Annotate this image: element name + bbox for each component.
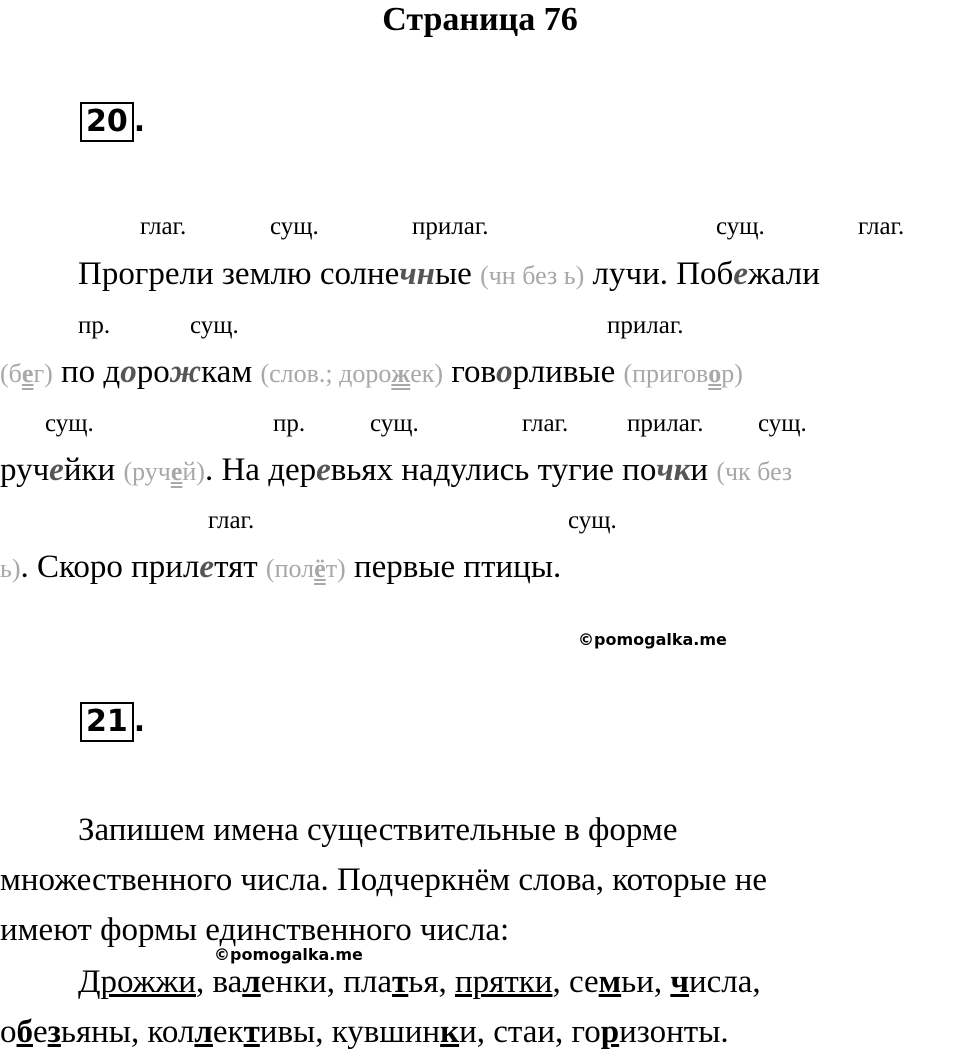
watermark: ©pomogalka.me: [214, 945, 363, 964]
pos-label: сущ.: [370, 410, 419, 437]
pos-label: сущ.: [270, 213, 319, 240]
pos-label: сущ.: [568, 507, 617, 534]
watermark: ©pomogalka.me: [578, 630, 727, 649]
pos-label: прилаг.: [412, 213, 489, 240]
page-title: Страница 76: [382, 1, 578, 38]
pos-label: глаг.: [208, 507, 255, 534]
pos-label: сущ.: [190, 312, 239, 339]
pos-label: глаг.: [140, 213, 187, 240]
text-line-4: ь). Скоро прилетят (полёт) первые птицы.: [0, 549, 562, 585]
pos-label: пр.: [78, 312, 111, 339]
pos-label: пр.: [273, 410, 306, 437]
text-line-1: Прогрели землю солнечные (чн без ь) лучи. Побежали: [78, 256, 820, 292]
paragraph-line: Запишем имена существительные в форме: [78, 812, 678, 848]
text-line-3: ручейки (ручей). На деревьях надулись тугие почки (чк без: [0, 452, 793, 488]
pos-label: сущ.: [45, 410, 94, 437]
exercise-20-number: 20 .: [80, 102, 145, 142]
pos-label: сущ.: [758, 410, 807, 437]
paragraph-line: имеют формы единственного числа:: [0, 912, 510, 948]
word-list-line-2: обезьяны, коллективы, кувшинки, стаи, горизонты.: [0, 1014, 729, 1050]
pos-label: глаг.: [522, 410, 569, 437]
text-line-2: (бег) по дорожкам (слов.; дорожек) говорливые (приговор): [0, 354, 743, 390]
pos-label: глаг.: [858, 213, 905, 240]
pos-label: прилаг.: [627, 410, 704, 437]
pos-label: прилаг.: [607, 312, 684, 339]
pos-label: сущ.: [716, 213, 765, 240]
exercise-21-number: 21 .: [80, 702, 145, 742]
word-list-line-1: Дрожжи, валенки, платья, прятки, семьи, числа,: [78, 964, 761, 1000]
paragraph-line: множественного числа. Подчеркнём слова, которые не: [0, 862, 768, 898]
